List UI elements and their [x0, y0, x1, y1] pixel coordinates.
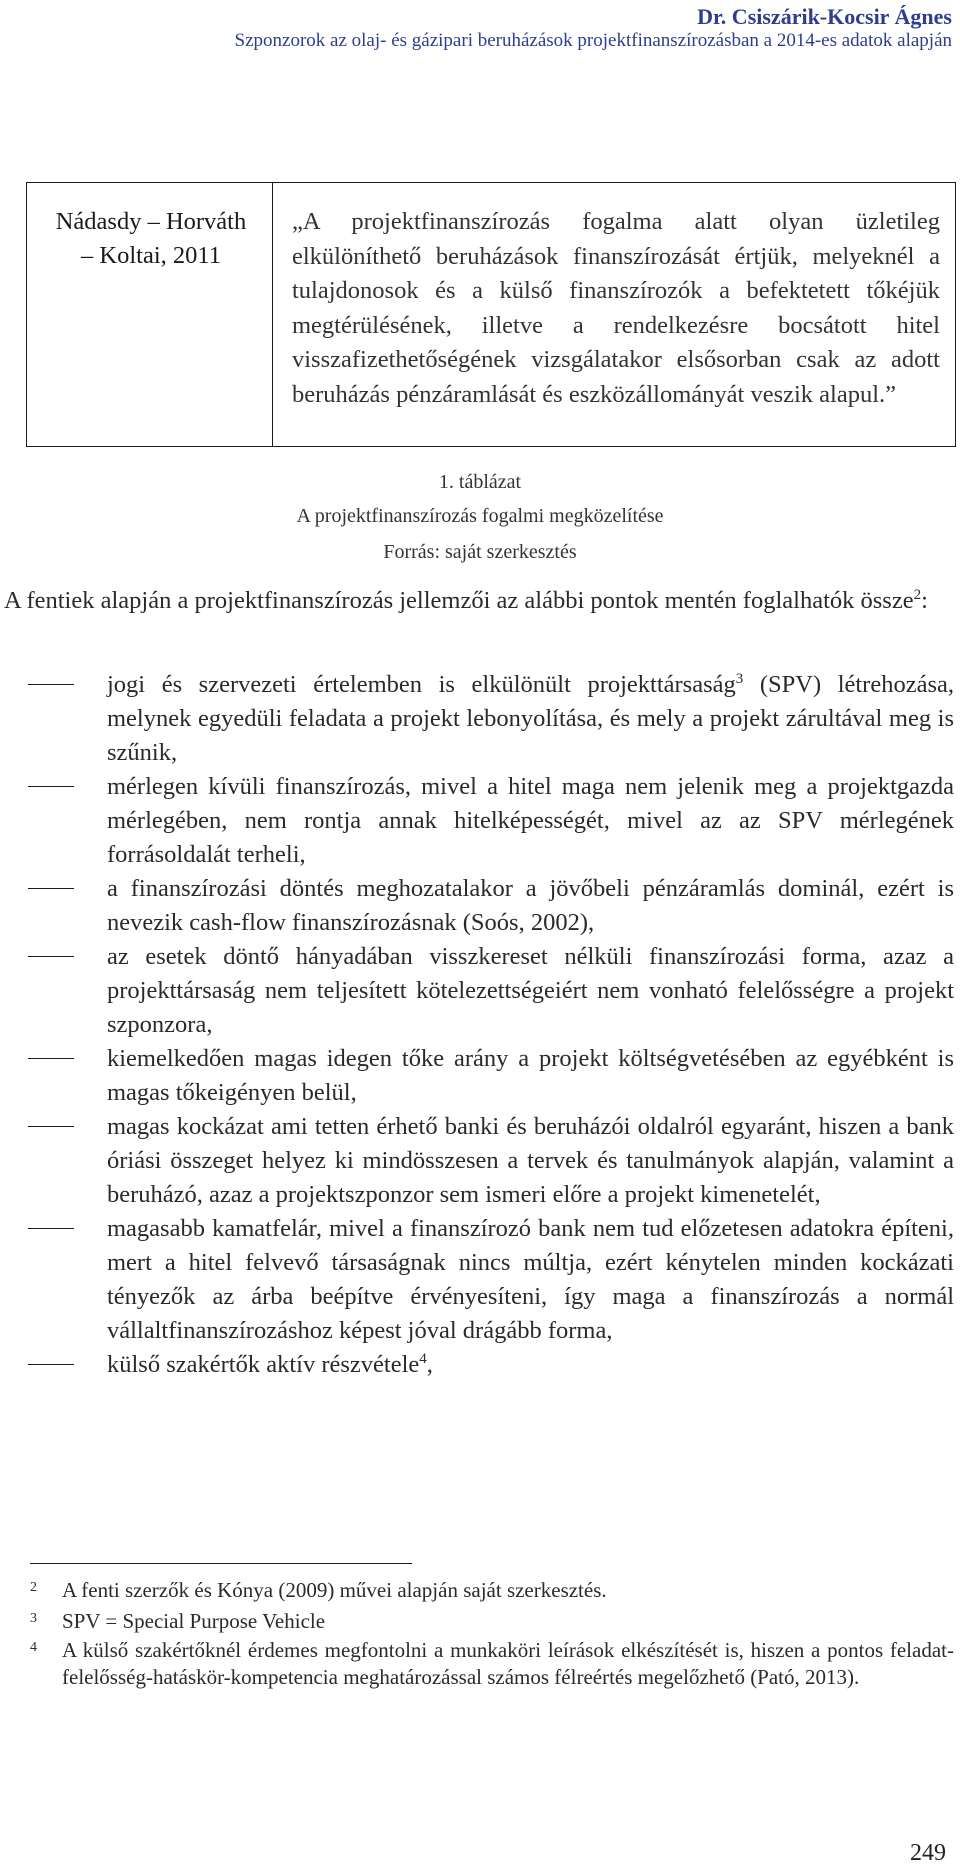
table-source-line: Nádasdy – Horváth	[55, 208, 247, 235]
definition-table	[26, 182, 956, 447]
table-caption-title: A projektfinanszírozás fogalmi megközelítése	[296, 505, 664, 527]
intro-end: :	[921, 587, 928, 614]
list-item	[0, 1212, 960, 1348]
footnote-number: 4	[30, 1640, 37, 1655]
footnote-ref: 2	[913, 586, 922, 603]
table-source-cell	[37, 205, 265, 273]
footnote	[0, 1637, 960, 1691]
list-item-text: kiemelkedően magas idegen tőke arány a projekt költségvetésében az egyébként is magas tőkeigényen belül,	[107, 1045, 954, 1106]
dash-bullet	[28, 684, 74, 685]
footnote-number: 2	[30, 1580, 37, 1595]
list-item	[0, 872, 960, 940]
dash-bullet	[28, 888, 74, 889]
footnote-ref: 4	[419, 1350, 427, 1367]
list-item-text: mérlegen kívüli finanszírozás, mivel a hitel maga nem jelenik meg a projektgazda mérlegében, nem rontja annak hitelképességét, mivel az az SPV mérlegének forrásoldalát terheli,	[107, 773, 954, 868]
list-item	[0, 1348, 960, 1382]
footnote	[0, 1608, 960, 1635]
table-divider	[272, 183, 273, 446]
list-item-text-cont: (SPV) létrehozása, melynek egyedüli feladata a projekt lebonyolítása, és mely a projekt zárultával meg is szűnik,	[107, 671, 954, 766]
footnote-ref: 3	[735, 670, 744, 687]
list-item	[0, 770, 960, 872]
intro-text: A fentiek alapján a projektfinanszírozás jellemzői az alábbi pontok mentén foglalhatók össze	[4, 587, 914, 614]
dash-bullet	[28, 956, 74, 957]
characteristics-list	[0, 668, 960, 1382]
footnote-text: A külső szakértőknél érdemes megfontolni a munkaköri leírások elkészítését is, hiszen a pontos feladat-felelősség-hatáskör-kompetencia meghatározással számos félreértés megelőzhető (Pató, 2013).	[62, 1638, 954, 1689]
table-source-line: – Koltai, 2011	[81, 242, 221, 269]
list-item-text: a finanszírozási döntés meghozatalakor a jövőbeli pénzáramlás dominál, ezért is nevezik cash-flow finanszírozásnak (Soós, 2002),	[107, 875, 954, 936]
running-header-subtitle: Szponzorok az olaj- és gázipari beruházások projektfinanszírozásban a 2014-es adatok alapján	[234, 30, 952, 51]
list-item-text: jogi és szervezeti értelemben is elkülönült projekttársaság	[107, 671, 736, 698]
list-item-text: magasabb kamatfelár, mivel a finanszírozó bank nem tud előzetesen adatokra építeni, mert a hitel felvevő társaságnak nincs múltja, ezért kénytelen minden kockázati tényezők az árba beépítve érvényesíteni, így maga a finanszírozás a normál vállaltfinanszírozáshoz képest jóval drágább forma,	[107, 1215, 954, 1344]
page-number: 249	[910, 1840, 946, 1866]
table-caption-source: Forrás: saját szerkesztés	[383, 541, 577, 563]
list-item	[0, 1110, 960, 1212]
intro-paragraph	[4, 584, 958, 619]
list-item	[0, 1042, 960, 1110]
dash-bullet	[28, 1058, 74, 1059]
footnote-separator	[30, 1563, 412, 1564]
footnote-text: A fenti szerzők és Kónya (2009) művei alapján saját szerkesztés.	[62, 1578, 607, 1602]
dash-bullet	[28, 1228, 74, 1229]
list-item-text: külső szakértők aktív részvétele	[107, 1351, 420, 1378]
table-definition-cell: „A projektfinanszírozás fogalma alatt olyan üzletileg elkülöníthető beruházások finanszírozását értjük, melyeknél a tulajdonosok és a külső finanszírozók a befektetett tőkéjük megtérülésének, illetve a rendelkezésre bocsátott hitel visszafizethetőségének vizsgálatakor elsősorban csak az adott beruházás pénzáramlását és eszközállományát veszik alapul.”	[292, 208, 940, 408]
dash-bullet	[28, 1126, 74, 1127]
dash-bullet	[28, 1364, 74, 1365]
footnote-text: SPV = Special Purpose Vehicle	[62, 1609, 326, 1633]
list-item-text: az esetek döntő hányadában visszkereset nélküli finanszírozási forma, azaz a projekttársaság nem teljesített kötelezettségeiért nem vonható felelősségre a projekt szponzora,	[107, 943, 954, 1038]
running-header-author: Dr. Csiszárik-Kocsir Ágnes	[697, 4, 952, 29]
list-item	[0, 940, 960, 1042]
footnote	[0, 1577, 960, 1604]
list-item	[0, 668, 960, 770]
dash-bullet	[28, 786, 74, 787]
list-item-text-cont: ,	[426, 1351, 433, 1378]
list-item-text: magas kockázat ami tetten érhető banki és beruházói oldalról egyaránt, hiszen a bank óriási összeget helyez ki mindösszesen a tervek és tanulmányok alapján, valamint a beruházó, azaz a projektszponzor sem ismeri előre a projekt kimenetelét,	[107, 1113, 954, 1208]
footnote-number: 3	[30, 1611, 37, 1626]
table-caption-number: 1. táblázat	[438, 471, 522, 493]
